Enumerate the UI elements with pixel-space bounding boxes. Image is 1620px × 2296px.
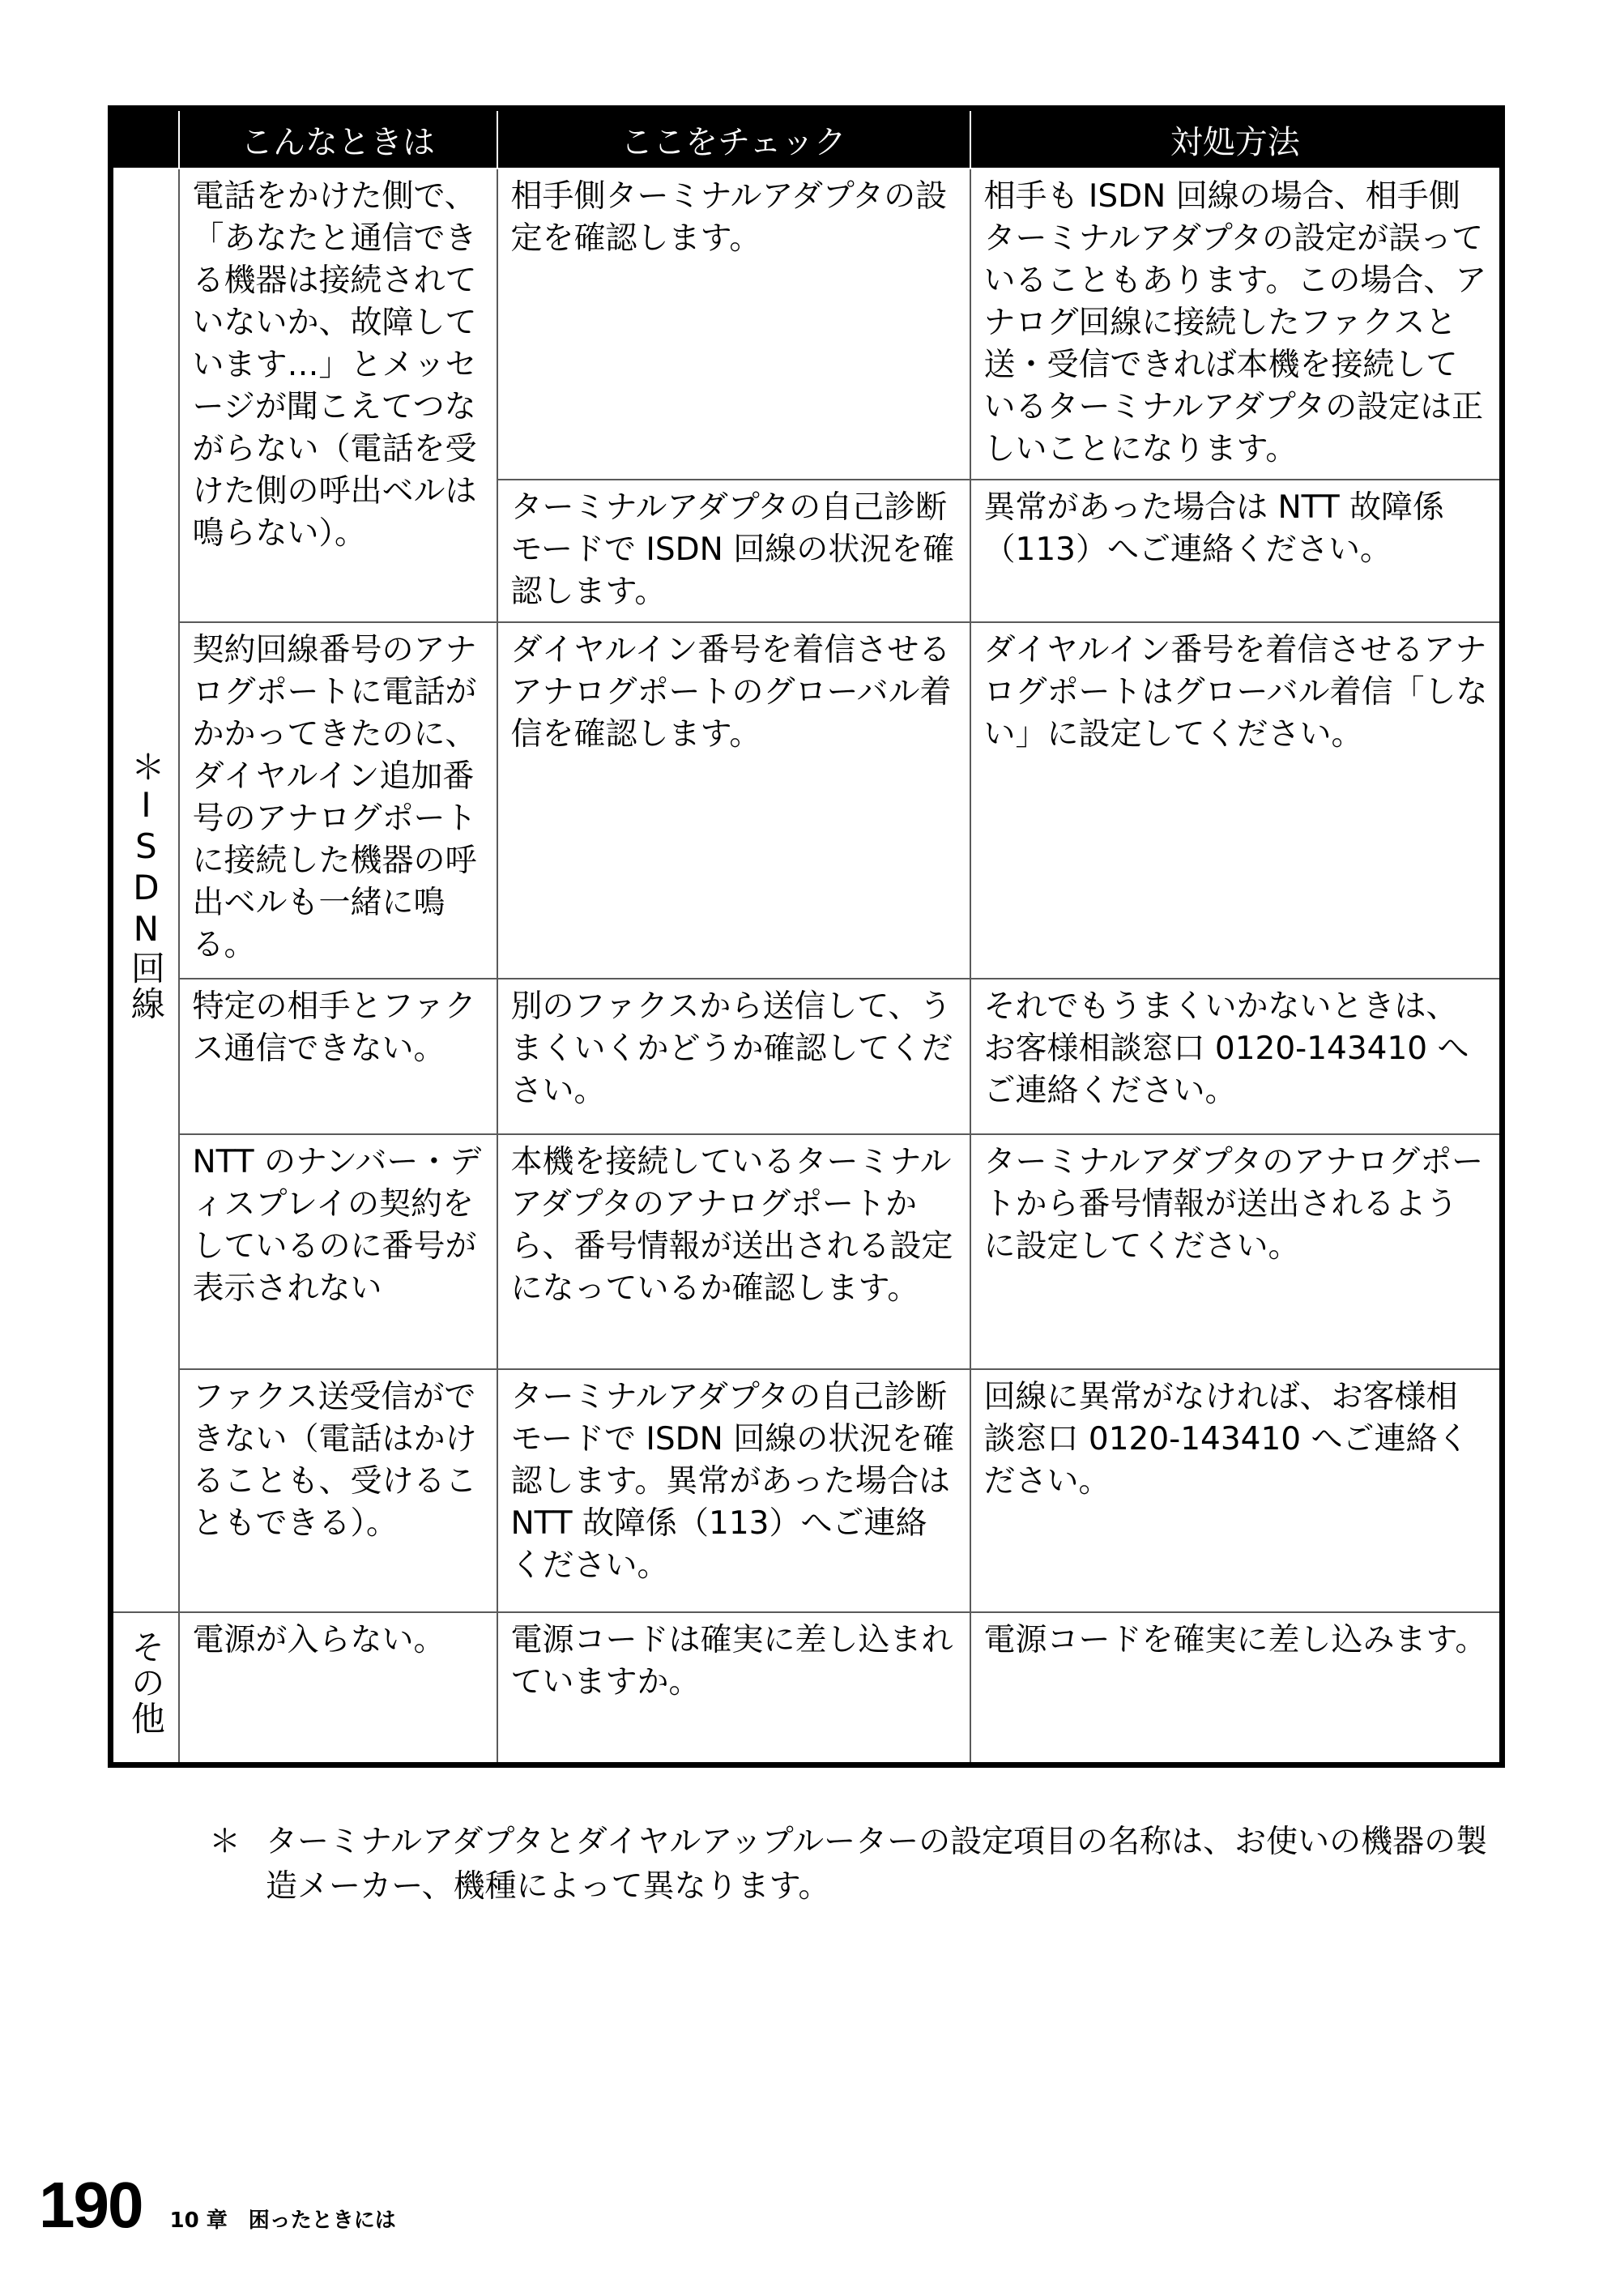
footnote <box>209 1820 1505 1909</box>
symptom-cell: NTT のナンバー・ディスプレイの契約をしているのに番号が表示されない <box>179 1134 497 1369</box>
solution-cell: 回線に異常がなければ、お客様相談窓口 0120-143410 へご連絡ください。 <box>970 1369 1503 1612</box>
check-cell: ターミナルアダプタの自己診断モードで ISDN 回線の状況を確認します。 <box>497 480 970 622</box>
check-cell: ターミナルアダプタの自己診断モードで ISDN 回線の状況を確認します。異常があった場合は NTT 故障係（113）へご連絡ください。 <box>497 1369 970 1612</box>
solution-cell: 相手も ISDN 回線の場合、相手側ターミナルアダプタの設定が誤っていることもあります。この場合、アナログ回線に接続したファクスと送・受信できれば本機を接続しているターミナルアダプタの設定は正しいことになります。 <box>970 169 1503 480</box>
table-row <box>111 979 1503 1134</box>
symptom-cell: 契約回線番号のアナログポートに電話がかかってきたのに、ダイヤルイン追加番号のアナログポートに接続した機器の呼出ベルも一緒に鳴る。 <box>179 622 497 979</box>
solution-cell: 異常があった場合は NTT 故障係（113）へご連絡ください。 <box>970 480 1503 622</box>
category-isdn <box>111 169 179 1612</box>
footnote-text: ターミナルアダプタとダイヤルアップルーターの設定項目の名称は、お使いの機器の製造メーカー、機種によって異なります。 <box>266 1824 1488 1905</box>
table-row <box>111 622 1503 979</box>
category-other-label: その他 <box>126 1629 166 1736</box>
symptom-cell: 電源が入らない。 <box>179 1612 497 1765</box>
header-category-blank <box>111 109 179 169</box>
header-solution: 対処方法 <box>970 109 1503 169</box>
check-cell: ダイヤルイン番号を着信させるアナログポートのグローバル着信を確認します。 <box>497 622 970 979</box>
header-check: ここをチェック <box>497 109 970 169</box>
symptom-cell: 電話をかけた側で、「あなたと通信できる機器は接続されていないか、故障しています…」とメッセージが聞こえてつながらない（電話を受けた側の呼出ベルは鳴らない）。 <box>179 169 497 622</box>
symptom-cell: ファクス送受信ができない（電話はかけることも、受けることもできる）。 <box>179 1369 497 1612</box>
solution-cell: 電源コードを確実に差し込みます。 <box>970 1612 1503 1765</box>
check-cell: 電源コードは確実に差し込まれていますか。 <box>497 1612 970 1765</box>
chapter-label: 10 章 困ったときには <box>169 2209 396 2233</box>
check-cell: 別のファクスから送信して、うまくいくかどうか確認してください。 <box>497 979 970 1134</box>
table-row <box>111 1612 1503 1765</box>
solution-cell: ダイヤルイン番号を着信させるアナログポートはグローバル着信「しない」に設定してください。 <box>970 622 1503 979</box>
table-row <box>111 1134 1503 1369</box>
table-row <box>111 169 1503 480</box>
footnote-mark: ＊ <box>209 1824 241 1860</box>
category-isdn-label: ＊ISDN回線 <box>126 749 166 1022</box>
page-footer <box>39 2169 396 2241</box>
page-number: 190 <box>39 2169 143 2241</box>
symptom-cell: 特定の相手とファクス通信できない。 <box>179 979 497 1134</box>
table-header-row <box>111 109 1503 169</box>
table-row <box>111 1369 1503 1612</box>
check-cell: 本機を接続しているターミナルアダプタのアナログポートから、番号情報が送出される設定になっているか確認します。 <box>497 1134 970 1369</box>
solution-cell: それでもうまくいかないときは、お客様相談窓口 0120-143410 へご連絡ください。 <box>970 979 1503 1134</box>
troubleshooting-table <box>108 105 1505 1768</box>
solution-cell: ターミナルアダプタのアナログポートから番号情報が送出されるように設定してください。 <box>970 1134 1503 1369</box>
check-cell: 相手側ターミナルアダプタの設定を確認します。 <box>497 169 970 480</box>
header-symptom: こんなときは <box>179 109 497 169</box>
category-other <box>111 1612 179 1765</box>
